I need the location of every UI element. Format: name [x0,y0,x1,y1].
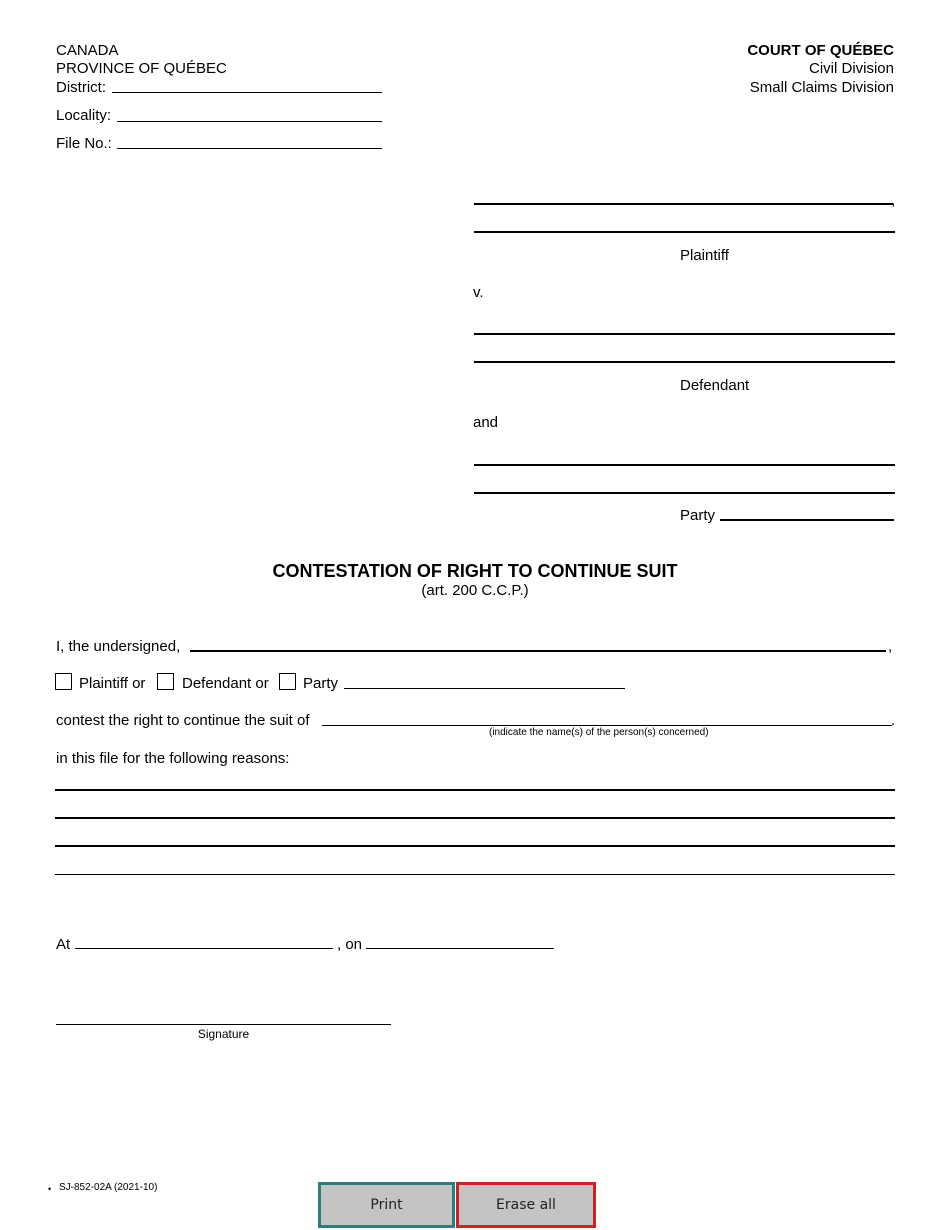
contest-label: contest the right to continue the suit of [56,712,310,729]
contest-hint: (indicate the name(s) of the person(s) concerned) [489,727,709,738]
reasons-line-3[interactable] [55,845,895,847]
plaintiff-label: Plaintiff [680,247,729,264]
at-label: At [56,936,71,953]
party-name-input[interactable] [474,464,895,466]
locality-label: Locality: [56,107,112,124]
undersigned-input[interactable] [190,650,886,652]
contest-persons-input[interactable] [322,725,892,726]
province-label: PROVINCE OF QUÉBEC [56,60,227,77]
defendant-checkbox-label: Defendant or [182,675,269,692]
form-title: CONTESTATION OF RIGHT TO CONTINUE SUIT [272,561,678,581]
district-input[interactable] [112,92,382,93]
court-name: COURT OF QUÉBEC [747,42,894,59]
footer-bullet-icon: • [48,1184,52,1194]
plaintiff-checkbox[interactable] [55,673,72,690]
form-code: SJ-852-02A (2021-10) [59,1182,158,1193]
place-input[interactable] [75,948,333,949]
reasons-line-1[interactable] [55,789,895,791]
contest-period: . [891,712,896,729]
party-type-input[interactable] [720,519,894,521]
file-no-label: File No.: [56,135,112,152]
undersigned-label: I, the undersigned, [56,638,181,655]
defendant-address-input[interactable] [474,361,895,363]
reasons-line-2[interactable] [55,817,895,819]
party-label: Party [680,507,716,524]
district-label: District: [56,79,106,96]
reasons-label: in this file for the following reasons: [56,750,290,767]
versus-label: v. [473,284,484,301]
plaintiff-address-input[interactable] [474,231,895,233]
country-label: CANADA [56,42,119,59]
court-division: Civil Division [808,60,894,77]
defendant-checkbox[interactable] [157,673,174,690]
plaintiff-comma: , [891,192,896,209]
party-checkbox[interactable] [279,673,296,690]
party-specify-input[interactable] [344,688,625,689]
date-input[interactable] [366,948,554,949]
plaintiff-name-input[interactable] [474,203,893,205]
print-button[interactable]: Print [318,1182,455,1228]
file-no-input[interactable] [117,148,382,149]
signature-line[interactable] [56,1024,391,1025]
court-subdivision: Small Claims Division [749,79,894,96]
party-address-input[interactable] [474,492,895,494]
defendant-name-input[interactable] [474,333,895,335]
defendant-label: Defendant [680,377,750,394]
form-subtitle: (art. 200 C.C.P.) [421,582,529,599]
reasons-line-4[interactable] [55,874,895,875]
erase-all-button[interactable]: Erase all [456,1182,596,1228]
locality-input[interactable] [117,121,382,122]
and-label: and [473,414,499,431]
on-label: , on [337,936,363,953]
plaintiff-checkbox-label: Plaintiff or [79,675,146,692]
undersigned-comma: , [888,638,893,655]
party-checkbox-label: Party [303,675,339,692]
signature-label: Signature [197,1027,250,1041]
